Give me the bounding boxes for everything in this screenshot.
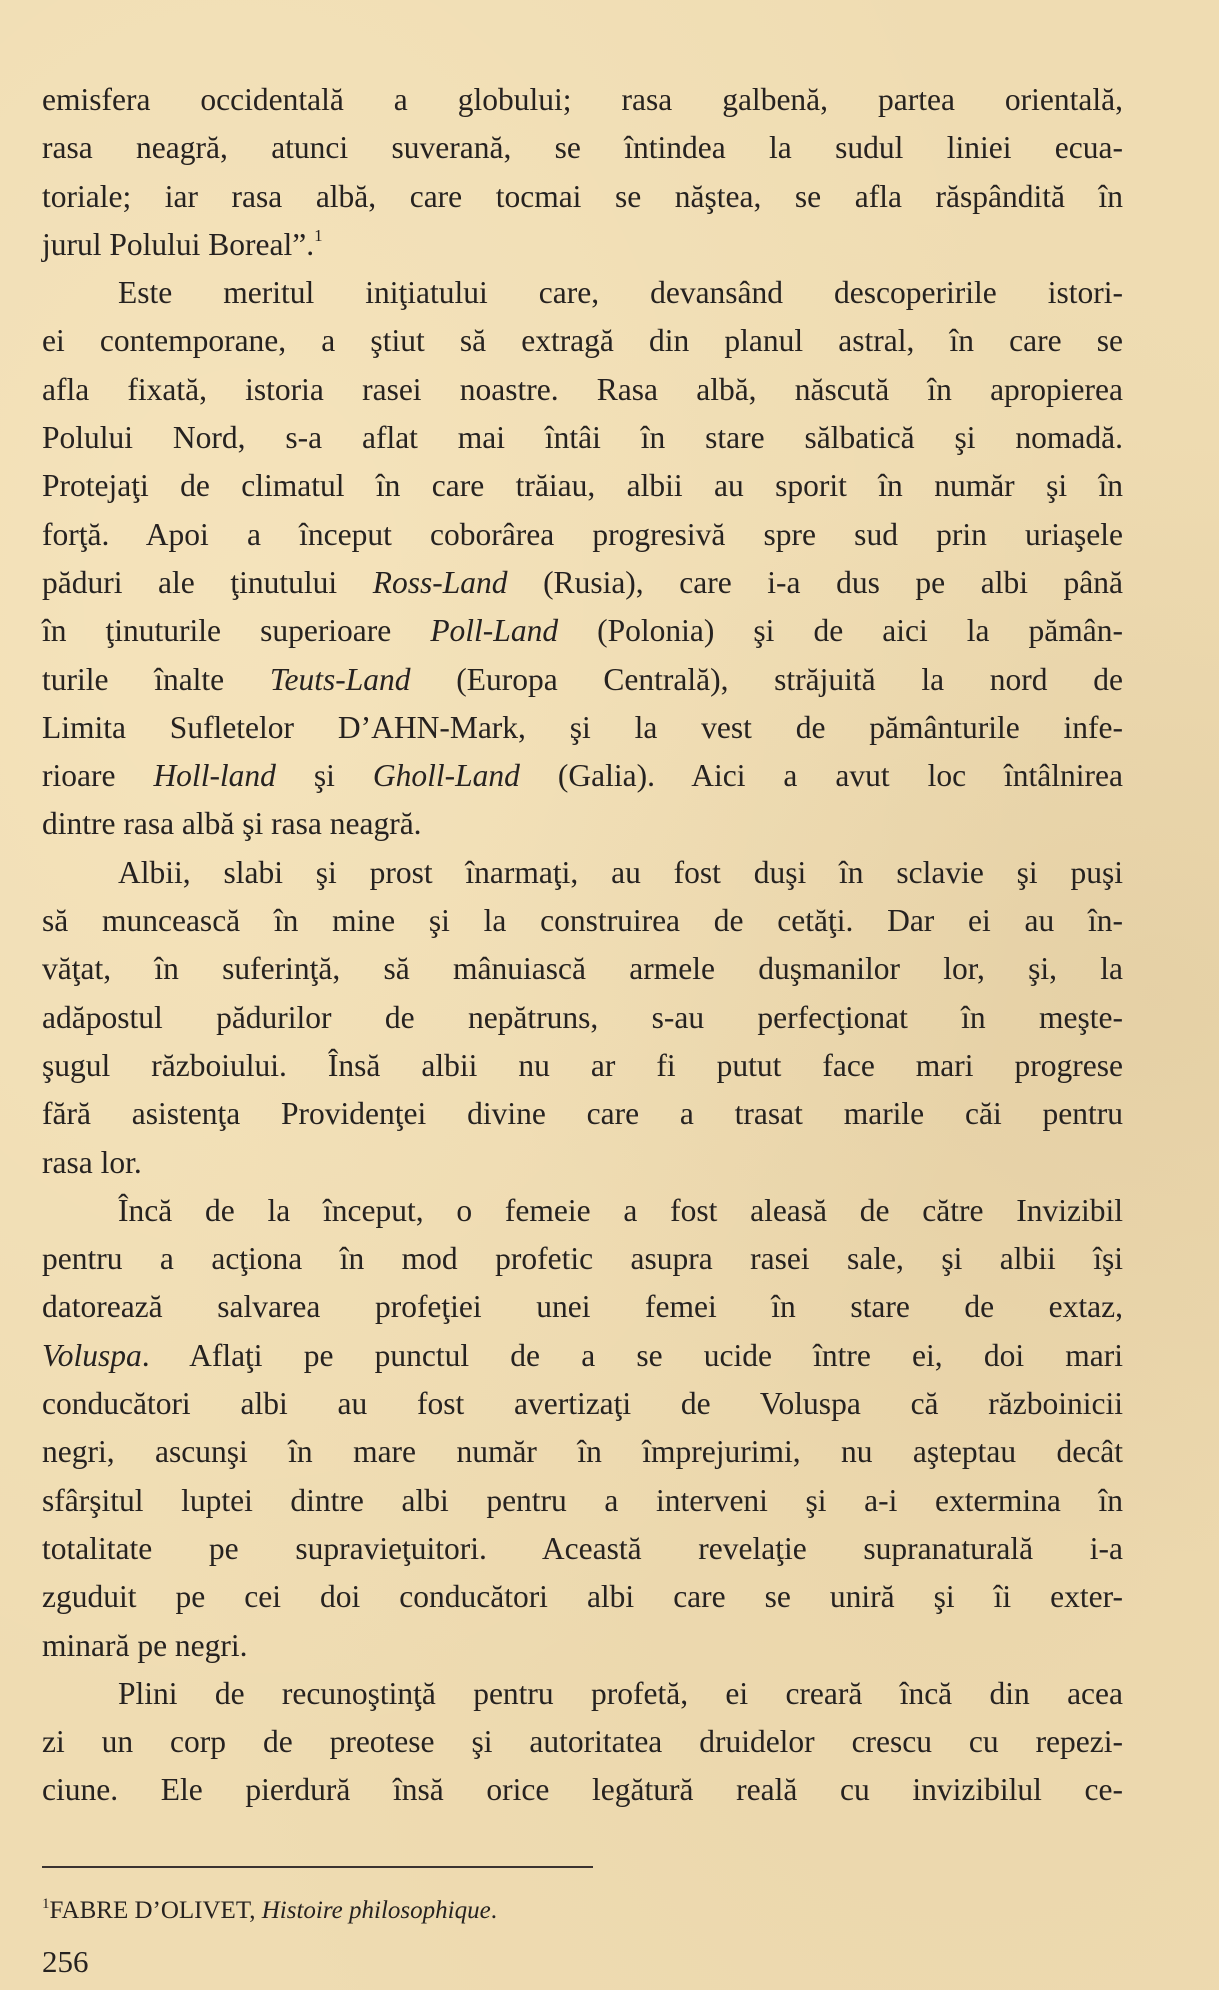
- text-line: [42, 1718, 1123, 1766]
- line-text: rasa lor.: [42, 1144, 142, 1180]
- line-text: negri, ascunşi în mare număr în împrejurimi, nu aşteptau decât: [42, 1434, 1123, 1470]
- footnote-author: FABRE D’OLIVET,: [49, 1897, 262, 1924]
- footnote: [42, 1896, 497, 1926]
- text-line: [42, 173, 1123, 221]
- italic-term: Holl-land: [153, 758, 276, 794]
- line-text: (Galia). Aici a avut loc întâlnirea: [519, 758, 1123, 794]
- text-line: [42, 1766, 1123, 1814]
- line-text: Polului Nord, s-a aflat mai întâi în stare sălbatică şi nomadă.: [42, 420, 1123, 456]
- text-line: [42, 124, 1123, 172]
- text-line: [42, 1042, 1123, 1090]
- line-text: Este meritul iniţiatului care, devansând descoperirile istori-: [118, 275, 1123, 311]
- italic-term: Teuts-Land: [269, 661, 411, 697]
- footnote-separator: [42, 1866, 593, 1868]
- text-line: [42, 800, 1123, 848]
- italic-term: Ross-Land: [372, 564, 508, 600]
- line-text: minară pe negri.: [42, 1627, 248, 1663]
- line-text: jurul Polului Boreal”.: [42, 226, 315, 262]
- line-text: să muncească în mine şi la construirea de cetăţi. Dar ei au în-: [42, 903, 1123, 939]
- text-line: [42, 221, 1123, 269]
- text-line: [42, 1477, 1123, 1525]
- text-line: [42, 897, 1123, 945]
- line-text: ei contemporane, a ştiut să extragă din planul astral, în care se: [42, 323, 1123, 359]
- text-line: [42, 1380, 1123, 1428]
- line-text: zi un corp de preotese şi autoritatea druidelor crescu cu repezi-: [42, 1724, 1123, 1760]
- footnote-title: Histoire philosophique: [261, 1897, 491, 1924]
- line-text: dintre rasa albă şi rasa neagră.: [42, 806, 422, 842]
- line-text: . Aflaţi pe punctul de a se ucide între ei, doi mari: [141, 1337, 1123, 1373]
- text-line: [42, 559, 1123, 607]
- line-text: Încă de la început, o femeie a fost aleasă de către Invizibil: [118, 1192, 1123, 1228]
- text-line: [42, 945, 1123, 993]
- italic-term: Gholl-Land: [372, 758, 520, 794]
- line-text: păduri ale ţinutului: [42, 564, 373, 600]
- text-line: [42, 656, 1123, 704]
- text-line: [42, 1622, 1123, 1670]
- text-line: [42, 994, 1123, 1042]
- line-text: Limita Sufletelor D’AHN-Mark, şi la vest de pământurile infe-: [42, 709, 1123, 745]
- text-line: [42, 849, 1123, 897]
- line-text: văţat, în suferinţă, să mânuiască armele duşmanilor lor, şi, la: [42, 951, 1123, 987]
- text-line: [42, 1187, 1123, 1235]
- footnote-marker: 1: [42, 1896, 50, 1912]
- text-line: [42, 269, 1123, 317]
- line-text: şi: [275, 758, 373, 794]
- body-text: [42, 76, 1123, 1815]
- line-text: rasa neagră, atunci suverană, se întindea la sudul liniei ecua-: [42, 130, 1123, 166]
- text-line: [42, 1090, 1123, 1138]
- line-text: pentru a acţiona în mod profetic asupra rasei sale, şi albii îşi: [42, 1241, 1123, 1277]
- line-text: în ţinuturile superioare: [42, 613, 431, 649]
- page-number: 256: [42, 1944, 89, 1979]
- footnote-ref: 1: [314, 225, 323, 245]
- line-text: totalitate pe supravieţuitori. Această revelaţie supranaturală i-a: [42, 1530, 1123, 1566]
- text-line: [42, 414, 1123, 462]
- line-text: fără asistenţa Providenţei divine care a trasat marile căi pentru: [42, 1096, 1123, 1132]
- line-text: (Polonia) şi de aici la pămân-: [558, 613, 1123, 649]
- text-line: [42, 1332, 1123, 1380]
- text-line: [42, 752, 1123, 800]
- text-line: [42, 462, 1123, 510]
- line-text: turile înalte: [42, 661, 270, 697]
- line-text: zguduit pe cei doi conducători albi care se uniră şi îi exter-: [42, 1579, 1123, 1615]
- text-line: [42, 1139, 1123, 1187]
- text-line: [42, 607, 1123, 655]
- text-line: [42, 1283, 1123, 1331]
- line-text: emisfera occidentală a globului; rasa galbenă, partea orientală,: [42, 82, 1123, 117]
- text-line: [42, 1525, 1123, 1573]
- text-line: [42, 1670, 1123, 1718]
- line-text: forţă. Apoi a început coborârea progresivă spre sud prin uriaşele: [42, 516, 1123, 552]
- line-text: Plini de recunoştinţă pentru profetă, ei creară încă din acea: [118, 1675, 1123, 1711]
- line-text: Albii, slabi şi prost înarmaţi, au fost duşi în sclavie şi puşi: [118, 854, 1123, 890]
- text-line: [42, 366, 1123, 414]
- line-text: rioare: [42, 758, 154, 794]
- line-text: adăpostul pădurilor de nepătruns, s-au perfecţionat în meşte-: [42, 999, 1123, 1035]
- line-text: şugul războiului. Însă albii nu ar fi putut face mari progrese: [42, 1047, 1123, 1083]
- text-line: [42, 1573, 1123, 1621]
- line-text: datorează salvarea profeţiei unei femei în stare de extaz,: [42, 1289, 1123, 1325]
- italic-term: Poll-Land: [430, 613, 559, 649]
- text-line: [42, 76, 1123, 124]
- line-text: ciune. Ele pierdură însă orice legătură reală cu invizibilul ce-: [42, 1772, 1123, 1808]
- line-text: (Europa Centrală), străjuită la nord de: [410, 661, 1123, 697]
- line-text: Protejaţi de climatul în care trăiau, albii au sporit în număr şi în: [42, 468, 1123, 504]
- text-line: [42, 1235, 1123, 1283]
- line-text: afla fixată, istoria rasei noastre. Rasa albă, născută în apropierea: [42, 371, 1123, 407]
- text-line: [42, 317, 1123, 365]
- line-text: toriale; iar rasa albă, care tocmai se năştea, se afla răspândită în: [42, 178, 1123, 214]
- line-text: (Rusia), care i-a dus pe albi până: [507, 564, 1124, 600]
- line-text: conducători albi au fost avertizaţi de Voluspa că războinicii: [42, 1386, 1123, 1422]
- text-line: [42, 704, 1123, 752]
- text-line: [42, 511, 1123, 559]
- text-line: [42, 1428, 1123, 1476]
- footnote-end: .: [490, 1897, 497, 1924]
- italic-term: Voluspa: [42, 1337, 142, 1373]
- line-text: sfârşitul luptei dintre albi pentru a interveni şi a-i extermina în: [42, 1482, 1123, 1518]
